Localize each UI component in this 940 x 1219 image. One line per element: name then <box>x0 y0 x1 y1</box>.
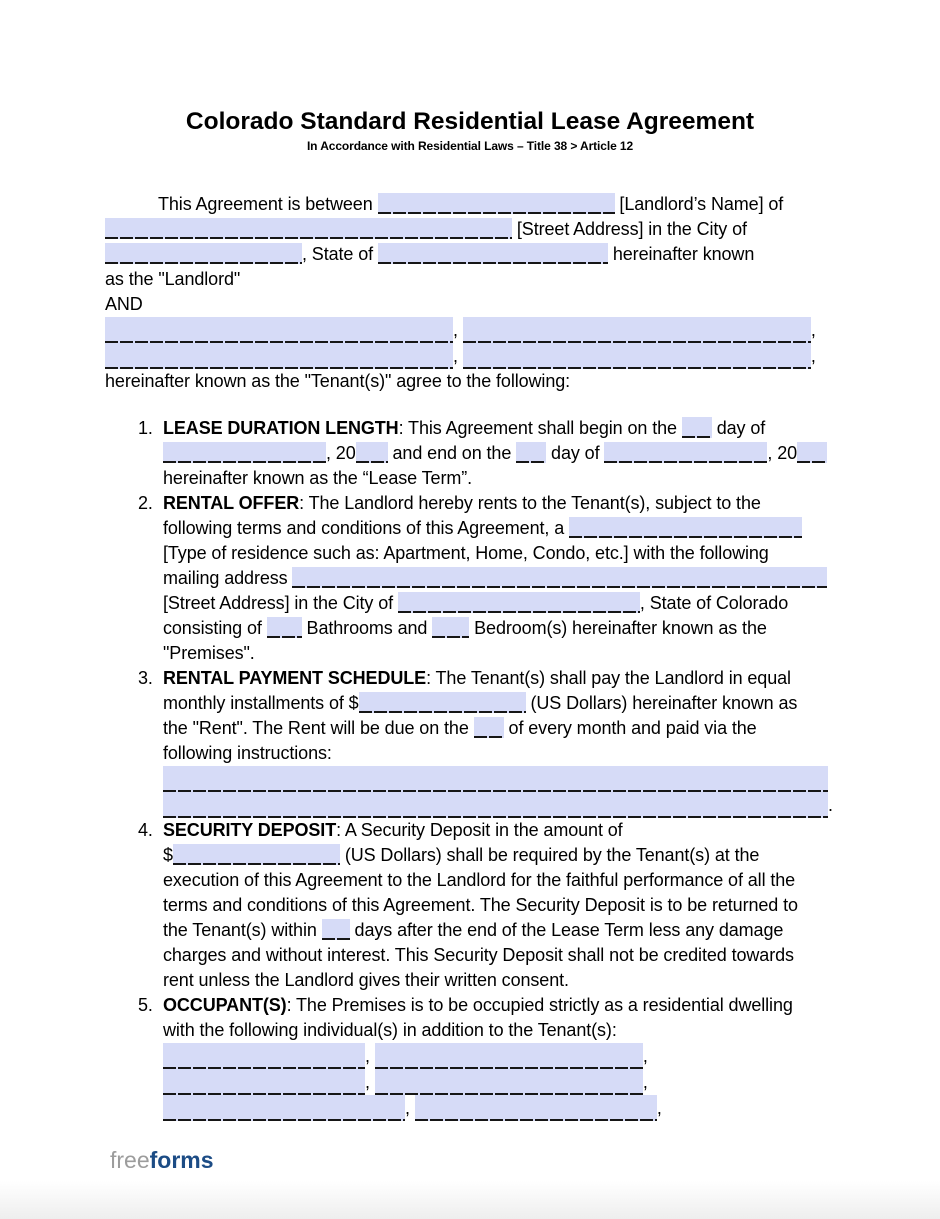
text-run: hereinafter known as the “Lease Term”. <box>163 468 473 488</box>
freeforms-logo <box>110 1147 214 1173</box>
text-run: , 20 <box>326 443 356 463</box>
text-run: : This Agreement shall begin on the <box>398 418 682 438</box>
blank-field[interactable] <box>163 442 326 463</box>
page-bottom-shadow <box>0 1181 940 1219</box>
blank-field[interactable] <box>604 442 767 463</box>
text-run: following terms and conditions of this Agreement, a <box>163 518 570 538</box>
text-run: , <box>405 1098 415 1118</box>
text-line <box>163 491 827 516</box>
text-line <box>163 666 833 691</box>
text-line <box>163 616 827 641</box>
text-run: day of <box>711 418 766 438</box>
terms-list <box>0 416 940 1121</box>
text-run: of every month and paid via the <box>503 718 757 738</box>
text-line <box>163 766 833 792</box>
blank-field[interactable] <box>105 343 453 369</box>
text-run: This Agreement is between <box>158 194 378 214</box>
term-item-occupants <box>105 993 940 1121</box>
blank-field[interactable] <box>163 1095 405 1121</box>
blank-field[interactable] <box>463 317 811 343</box>
text-line <box>163 691 833 716</box>
page-title: Colorado Standard Residential Lease Agreement <box>185 108 755 135</box>
text-line <box>163 1018 793 1043</box>
text-run: the Tenant(s) within <box>163 920 322 940</box>
text-line <box>105 292 835 317</box>
text-line <box>163 466 827 491</box>
text-run: execution of this Agreement to the Landlord for the faithful performance of all the <box>163 870 796 890</box>
text-line <box>163 893 798 918</box>
text-run: , State of Colorado <box>639 593 789 613</box>
text-run: (US Dollars) hereinafter known as <box>525 693 798 713</box>
blank-field[interactable] <box>105 218 512 239</box>
text-run: monthly installments of $ <box>163 693 359 713</box>
term-item-rental-payment-schedule <box>105 666 940 818</box>
text-line <box>163 1069 793 1095</box>
text-run: : The Landlord hereby rents to the Tenant(s), subject to the <box>299 493 761 513</box>
text-run: following instructions: <box>163 743 332 763</box>
text-run: "Premises". <box>163 643 255 663</box>
blank-field[interactable] <box>163 766 828 792</box>
text-run: and end on the <box>387 443 517 463</box>
text-run: Bedroom(s) hereinafter known as the <box>469 618 767 638</box>
blank-field[interactable] <box>322 919 350 940</box>
text-run: , <box>365 1046 375 1066</box>
clause-title: RENTAL OFFER <box>163 493 300 513</box>
blank-field[interactable] <box>375 1043 643 1069</box>
item-body <box>163 993 793 1121</box>
blank-field[interactable] <box>163 792 828 818</box>
blank-field[interactable] <box>356 442 388 463</box>
blank-field[interactable] <box>359 692 526 713</box>
blank-field[interactable] <box>682 417 712 438</box>
clause-title: OCCUPANT(S) <box>163 995 287 1015</box>
blank-field[interactable] <box>474 717 504 738</box>
text-line <box>163 868 798 893</box>
text-run: AND <box>105 294 143 314</box>
text-line <box>163 943 798 968</box>
text-run: (US Dollars) shall be required by the Tenant(s) at the <box>339 845 760 865</box>
text-line <box>105 343 835 369</box>
blank-field[interactable] <box>105 317 453 343</box>
text-line <box>105 192 835 217</box>
text-line <box>105 317 835 343</box>
text-line <box>163 1043 793 1069</box>
logo-text-free: free <box>110 1147 150 1173</box>
item-body <box>163 491 827 666</box>
text-run: , <box>453 346 463 366</box>
text-line <box>163 716 833 741</box>
page-subtitle: In Accordance with Residential Laws – Title 38 > Article 12 <box>306 139 634 153</box>
text-run: $ <box>163 845 173 865</box>
text-run: charges and without interest. This Security Deposit shall not be credited towards <box>163 945 794 965</box>
text-run: [Street Address] in the City of <box>163 593 398 613</box>
text-run: : The Tenant(s) shall pay the Landlord in equal <box>426 668 791 688</box>
text-line <box>163 968 798 993</box>
text-run: [Street Address] in the City of <box>512 219 747 239</box>
blank-field[interactable] <box>163 1069 365 1095</box>
blank-field[interactable] <box>267 617 302 638</box>
blank-field[interactable] <box>378 193 615 214</box>
blank-field[interactable] <box>569 517 802 538</box>
text-line <box>163 843 798 868</box>
logo-text-forms: forms <box>149 1147 214 1173</box>
text-run: , <box>656 1098 662 1118</box>
text-line <box>163 741 833 766</box>
blank-field[interactable] <box>432 617 469 638</box>
blank-field[interactable] <box>375 1069 643 1095</box>
intro-paragraph <box>105 192 835 394</box>
text-run: day of <box>546 443 605 463</box>
blank-field[interactable] <box>516 442 546 463</box>
document-header <box>0 0 940 154</box>
blank-field[interactable] <box>378 243 608 264</box>
blank-field[interactable] <box>292 567 827 588</box>
text-run: [Type of residence such as: Apartment, Home, Condo, etc.] with the following <box>163 543 769 563</box>
item-body <box>163 666 833 818</box>
text-run: , <box>642 1072 648 1092</box>
text-run: . <box>828 795 833 815</box>
clause-title: LEASE DURATION LENGTH <box>163 418 399 438</box>
text-run: as the "Landlord" <box>105 269 241 289</box>
clause-title: RENTAL PAYMENT SCHEDULE <box>163 668 427 688</box>
item-body <box>163 416 827 491</box>
text-run: , 20 <box>767 443 798 463</box>
text-line <box>163 541 827 566</box>
text-line <box>163 591 827 616</box>
text-line <box>163 1095 793 1121</box>
blank-field[interactable] <box>163 1043 365 1069</box>
item-number: 5. <box>138 995 153 1015</box>
text-run: consisting of <box>163 618 267 638</box>
term-item-rental-offer <box>105 491 940 666</box>
blank-field[interactable] <box>463 343 811 369</box>
text-run: hereinafter known <box>607 244 755 264</box>
item-number: 3. <box>138 668 153 688</box>
text-line <box>163 441 827 466</box>
blank-field[interactable] <box>105 243 302 264</box>
item-number: 1. <box>138 418 153 438</box>
text-run: with the following individual(s) in addition to the Tenant(s): <box>163 1020 617 1040</box>
text-line <box>163 792 833 818</box>
blank-field[interactable] <box>415 1095 657 1121</box>
text-line <box>163 516 827 541</box>
term-item-lease-duration <box>105 416 940 491</box>
text-line <box>163 918 798 943</box>
text-run: mailing address <box>163 568 293 588</box>
text-line <box>163 416 827 441</box>
text-run: [Landlord’s Name] of <box>614 194 784 214</box>
term-item-security-deposit <box>105 818 940 993</box>
text-run: Bathrooms and <box>301 618 433 638</box>
text-line <box>163 818 798 843</box>
text-run: , <box>642 1046 648 1066</box>
text-run: , <box>810 346 816 366</box>
text-run: , <box>453 320 463 340</box>
text-line <box>105 242 835 267</box>
text-run: the "Rent". The Rent will be due on the <box>163 718 474 738</box>
text-line <box>105 217 835 242</box>
blank-field[interactable] <box>398 592 640 613</box>
clause-title: SECURITY DEPOSIT <box>163 820 337 840</box>
text-run: terms and conditions of this Agreement. The Security Deposit is to be returned to <box>163 895 798 915</box>
text-run: days after the end of the Lease Term less any damage <box>349 920 784 940</box>
text-line <box>105 369 835 394</box>
text-line <box>163 641 827 666</box>
text-line <box>163 566 827 591</box>
text-line <box>163 993 793 1018</box>
item-body <box>163 818 798 993</box>
text-run: , <box>365 1072 375 1092</box>
text-run: hereinafter known as the "Tenant(s)" agree to the following: <box>105 371 571 391</box>
text-run: rent unless the Landlord gives their written consent. <box>163 970 569 990</box>
text-run: , State of <box>302 244 378 264</box>
text-line <box>105 267 835 292</box>
blank-field[interactable] <box>797 442 827 463</box>
item-number: 4. <box>138 820 153 840</box>
item-number: 2. <box>138 493 153 513</box>
text-run: , <box>810 320 816 340</box>
text-run: : A Security Deposit in the amount of <box>336 820 623 840</box>
text-run: : The Premises is to be occupied strictly as a residential dwelling <box>286 995 793 1015</box>
blank-field[interactable] <box>173 844 340 865</box>
